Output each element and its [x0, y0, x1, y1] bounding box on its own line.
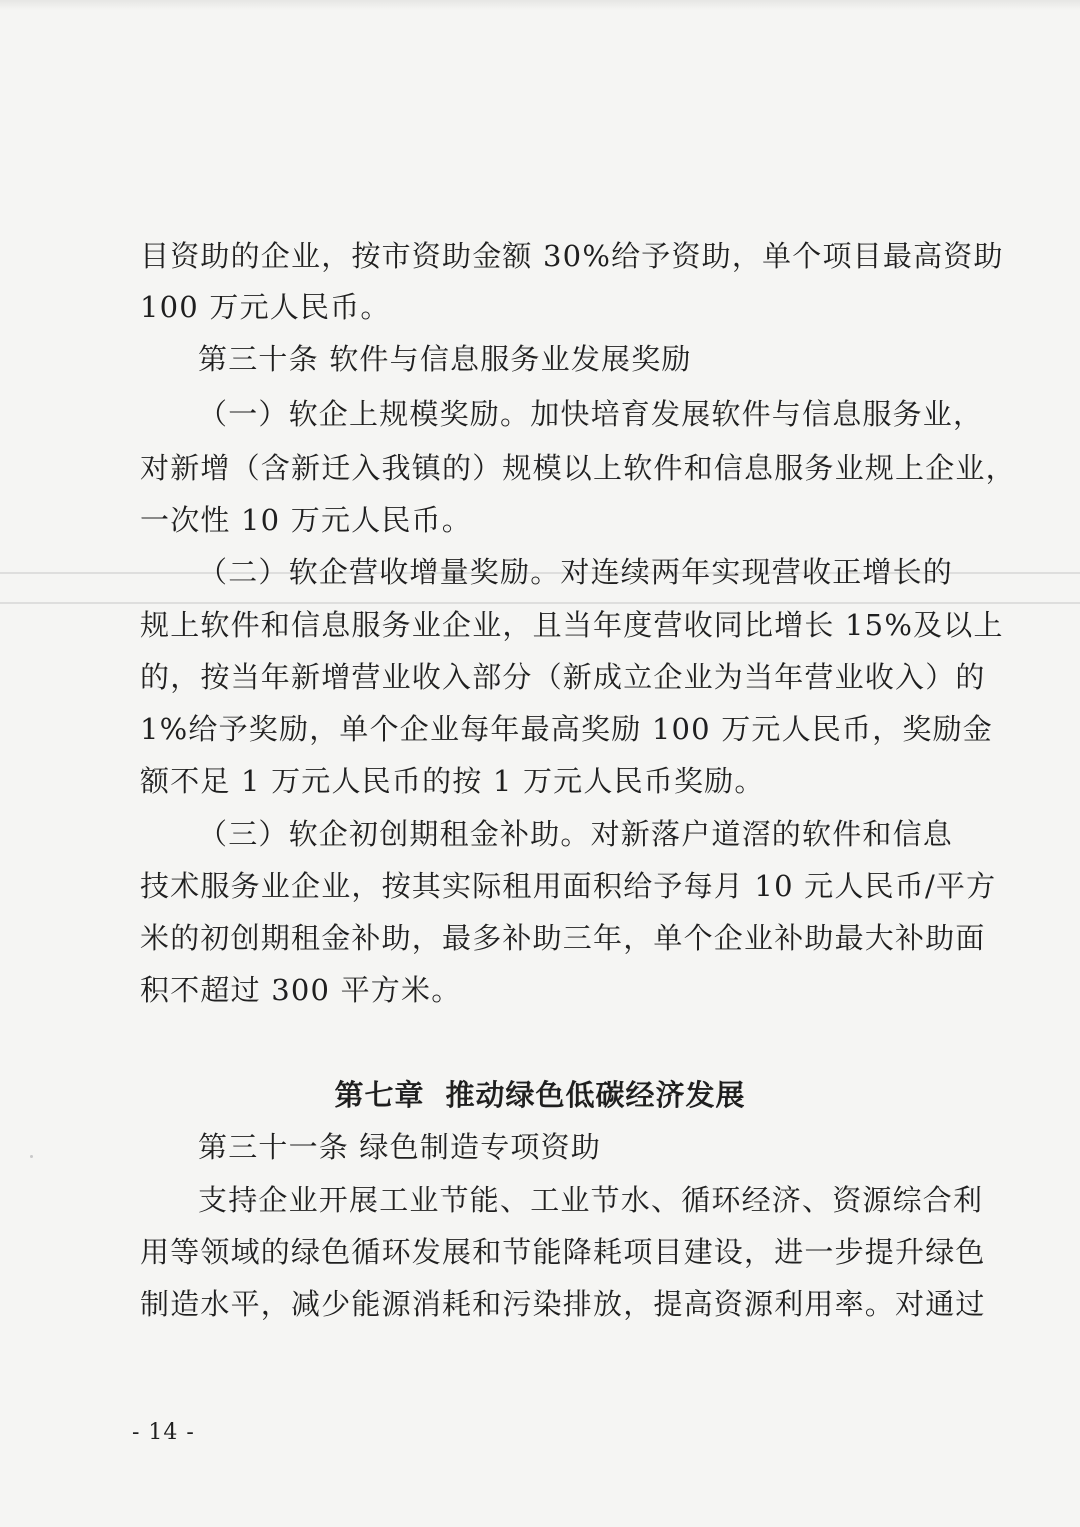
chapter-title: 第七章 推动绿色低碳经济发展 — [334, 1078, 746, 1112]
paragraph-line: 一次性 10 万元人民币。 — [140, 503, 472, 537]
paragraph-line: 积不超过 300 平方米。 — [140, 973, 462, 1007]
paragraph-line: （一）软企上规模奖励。加快培育发展软件与信息服务业， — [198, 397, 984, 431]
scan-top-edge — [0, 0, 1080, 10]
paragraph-line: 额不足 1 万元人民币的按 1 万元人民币奖励。 — [140, 764, 765, 798]
paragraph-line: 制造水平，减少能源消耗和污染排放，提高资源利用率。对通过 — [140, 1287, 986, 1321]
article-heading: 第三十一条 绿色制造专项资助 — [198, 1130, 602, 1164]
paragraph-line: 支持企业开展工业节能、工业节水、循环经济、资源综合利 — [198, 1183, 984, 1217]
article-heading: 第三十条 软件与信息服务业发展奖励 — [198, 342, 692, 376]
paragraph-line: （三）软企初创期租金补助。对新落户道滘的软件和信息 — [198, 817, 954, 851]
paragraph-line: 技术服务业企业，按其实际租用面积给予每月 10 元人民币/平方 — [140, 869, 997, 903]
scan-artifact-line — [0, 602, 1080, 604]
paragraph-line: （二）软企营收增量奖励。对连续两年实现营收正增长的 — [198, 555, 954, 589]
paragraph-line: 规上软件和信息服务业企业，且当年度营收同比增长 15%及以上 — [140, 608, 1004, 642]
paragraph-line: 米的初创期租金补助，最多补助三年，单个企业补助最大补助面 — [140, 921, 986, 955]
paragraph-line: 100 万元人民币。 — [140, 290, 391, 324]
paragraph-line: 的，按当年新增营业收入部分（新成立企业为当年营业收入）的 — [140, 660, 986, 694]
page-number: - 14 - — [132, 1420, 195, 1445]
paragraph-line: 目资助的企业，按市资助金额 30%给予资助，单个项目最高资助 — [140, 239, 1004, 273]
scan-speck — [30, 1155, 33, 1158]
paragraph-line: 对新增（含新迁入我镇的）规模以上软件和信息服务业规上企业， — [140, 451, 1016, 485]
paragraph-line: 用等领域的绿色循环发展和节能降耗项目建设，进一步提升绿色 — [140, 1235, 986, 1269]
paragraph-line: 1%给予奖励，单个企业每年最高奖励 100 万元人民币，奖励金 — [140, 712, 993, 746]
